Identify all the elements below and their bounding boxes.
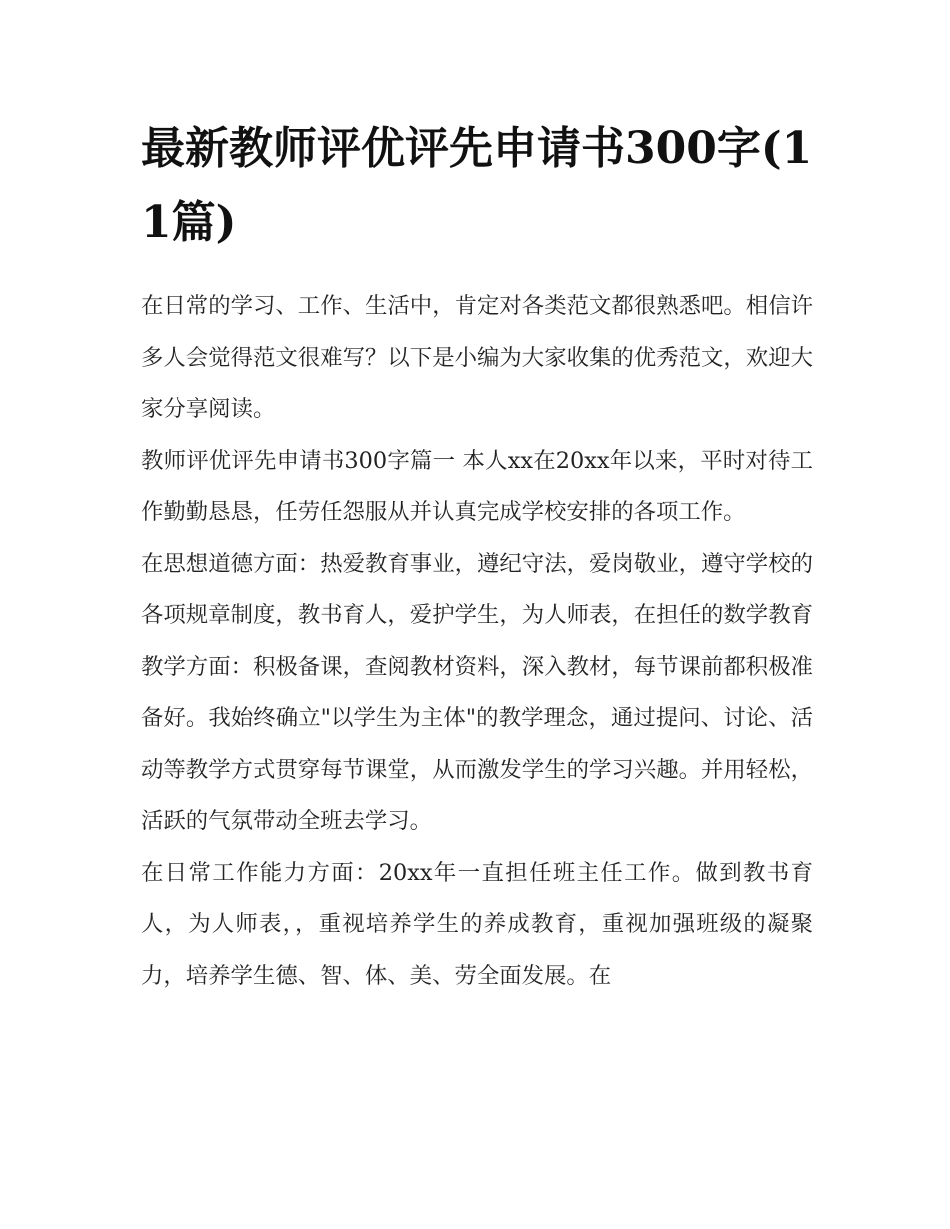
paragraph-ideology-morality: 在思想道德方面：热爱教育事业，遵纪守法，爱岗敬业，遵守学校的各项规章制度，教书育人，爱护学生，为人师表，在担任的数学教育教学方面：积极备课，查阅教材资料，深入教材，每节课前都积极准备好。我始终确立"以学生为主体"的教学理念，通过提问、讨论、活动等教学方式贯穿每节课堂，从而激发学生的学习兴趣。并用轻松，活跃的气氛带动全班去学习。 [141, 550, 813, 834]
document-title: 最新教师评优评先申请书300字(11篇) [141, 123, 813, 248]
paragraph-work-ability: 在日常工作能力方面：20xx年一直担任班主任工作。做到教书育人，为人师表，，重视培养学生的养成教育，重视加强班级的凝聚力，培养学生德、智、体、美、劳全面发展。在 [141, 859, 813, 989]
document-content [141, 112, 813, 1002]
document-body [141, 281, 813, 1002]
paragraph-intro: 在日常的学习、工作、生活中，肯定对各类范文都很熟悉吧。相信许多人会觉得范文很难写？以下是小编为大家收集的优秀范文，欢迎大家分享阅读。 [141, 293, 813, 422]
paragraph-application-opening: 教师评优评先申请书300字篇一 本人xx在20xx年以来，平时对待工作勤勤恳恳，任劳任怨服从并认真完成学校安排的各项工作。 [141, 447, 813, 525]
